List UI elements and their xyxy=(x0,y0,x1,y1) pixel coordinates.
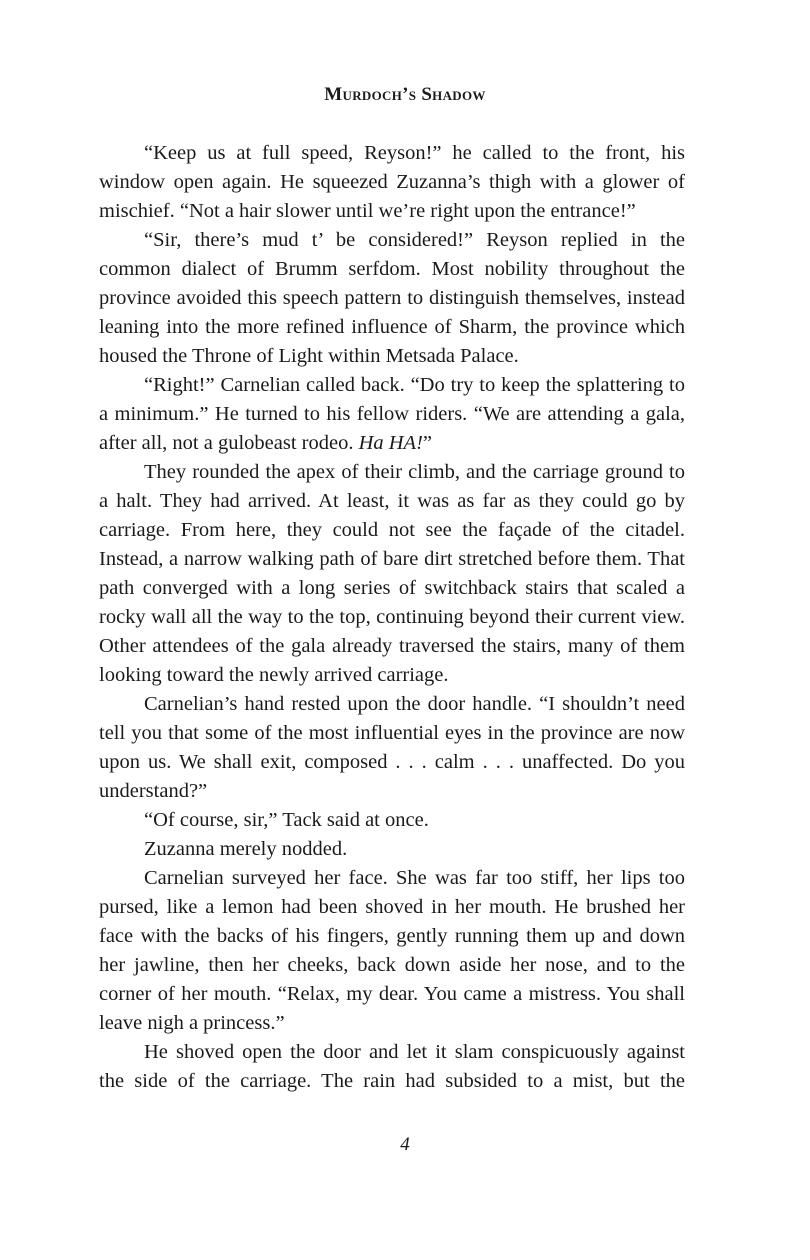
paragraph: Zuzanna merely nodded. xyxy=(144,838,348,860)
paragraph: “Keep us at full speed, Reyson!” he called to the front, his window open again. He squeezed Zuzanna’s thigh with a glower of mischief. “Not a hair slower until we’re right upon the entrance!” xyxy=(99,142,685,222)
paragraph: They rounded the apex of their climb, and the carriage ground to a halt. They had arrived. At least, it was as far as they could go by carriage. From here, they could not see the façade of the citadel. Instead, a narrow walking path of bare dirt stretched before them. That path converged with a long series of switchback stairs that scaled a rocky wall all the way to the top, continuing beyond their current view. Other attendees of the gala already traversed the stairs, many of them looking toward the newly arrived carriage. xyxy=(99,461,685,686)
page-number: 4 xyxy=(400,1134,410,1155)
paragraph: Carnelian surveyed her face. She was far too stiff, her lips too pursed, like a lemon had been shoved in her mouth. He brushed her face with the backs of his fingers, gently running them up and down her jawline, then her cheeks, back down aside her nose, and to the corner of her mouth. “Relax, my dear. You came a mistress. You shall leave nigh a princess.” xyxy=(99,867,685,1034)
running-head: Murdoch’s Shadow xyxy=(324,84,486,105)
paragraph-text: “Right!” Carnelian called back. “Do try to keep the splattering to a minimum.” He turned to his fellow riders. “We are attending a gala, after all, not a gulobeast rodeo. xyxy=(99,374,685,454)
body-text xyxy=(99,139,685,1096)
paragraph: Carnelian’s hand rested upon the door handle. “I shouldn’t need tell you that some of the most influential eyes in the province are now upon us. We shall exit, composed . . . calm . . . unaffected. Do you understand?” xyxy=(99,693,685,802)
paragraph-text: ” xyxy=(422,432,433,454)
paragraph-italic-text: Ha HA! xyxy=(358,432,423,454)
paragraph: He shoved open the door and let it slam conspicuously against the side of the carriage. The rain had subsided to a mist, but the xyxy=(99,1041,685,1092)
paragraph: “Sir, there’s mud t’ be considered!” Reyson replied in the common dialect of Brumm serfdom. Most nobility throughout the province avoided this speech pattern to distinguish themselves, instead leaning into the more refined influence of Sharm, the province which housed the Throne of Light within Metsada Palace. xyxy=(99,229,685,367)
paragraph: “Of course, sir,” Tack said at once. xyxy=(144,809,429,831)
paragraph xyxy=(99,371,685,458)
